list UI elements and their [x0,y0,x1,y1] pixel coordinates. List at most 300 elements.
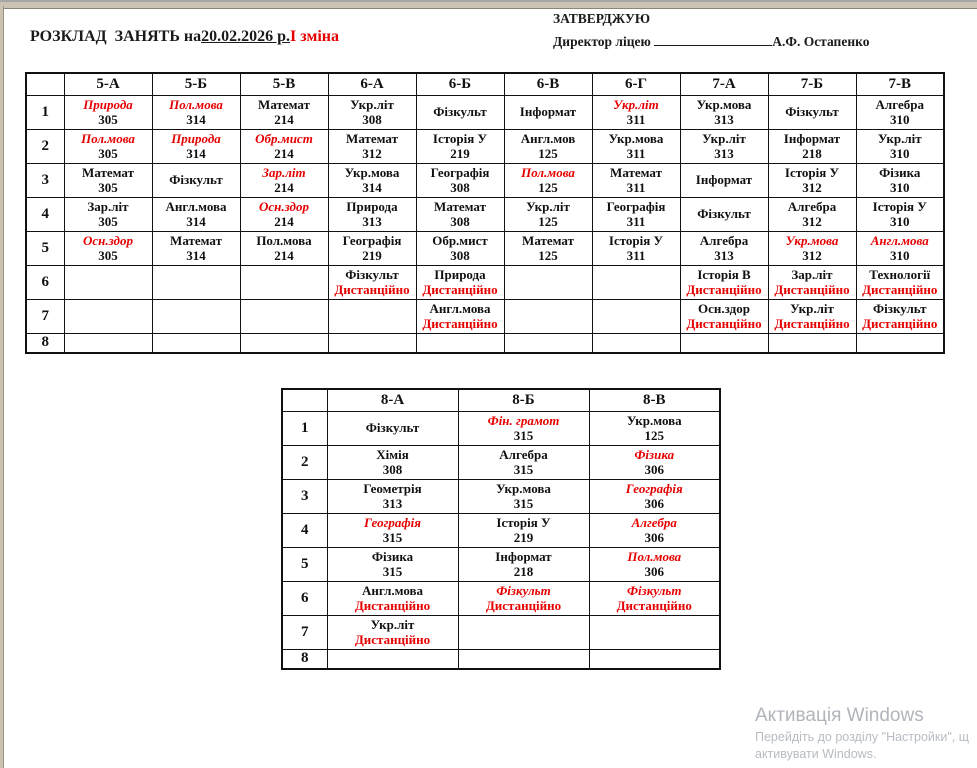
subject-label: Геометрія [363,480,422,496]
schedule-cell [152,130,240,164]
subject-label: Природа [83,96,133,112]
room-number: 125 [538,145,558,161]
room-number: 311 [626,247,646,263]
distance-learning-label: Дистанційно [862,315,938,331]
subject-label: Природа [346,198,398,214]
subject-label: Англ.мова [165,198,227,214]
schedule-cell [589,616,720,650]
director-label: Директор ліцею [553,34,655,49]
schedule-cell [327,616,458,650]
schedule-cell [768,232,856,266]
approve-word: ЗАТВЕРДЖУЮ [553,11,651,26]
schedule-cell [458,514,589,548]
subject-label: Укр.мова [696,96,752,112]
room-number: 308 [450,247,470,263]
schedule-cell [504,198,592,232]
period-number: 6 [282,582,327,616]
subject-label: Інформат [783,130,841,146]
schedule-cell [768,266,856,300]
class-header-5-Б: 5-Б [152,73,240,96]
schedule-cell [327,548,458,582]
class-header-7-В: 7-В [856,73,944,96]
schedule-cell [589,650,720,670]
class-header-6-Б: 6-Б [416,73,504,96]
subject-label: Географія [342,232,402,248]
schedule-cell [504,266,592,300]
subject-label: Математ [258,96,310,112]
distance-learning-label: Дистанційно [485,597,562,613]
room-number: 310 [890,111,910,127]
subject-label: Обр.мист [255,130,313,146]
schedule-cell [328,164,416,198]
room-number: 311 [626,145,646,161]
subject-label: Географія [364,514,421,530]
schedule-cell [152,232,240,266]
room-number: 313 [362,213,382,229]
subject-label: Англ.мов [520,130,576,146]
distance-learning-label: Дистанційно [616,597,692,613]
schedule-cell [240,334,328,354]
room-number: 312 [802,179,822,195]
subject-label: Зар.літ [262,164,306,180]
distance-learning-label: Дистанційно [422,281,498,297]
class-header-8-В: 8-В [589,389,720,412]
schedule-cell [680,300,768,334]
schedule-cell [240,198,328,232]
period-number: 2 [282,446,327,480]
schedule-cell [416,266,504,300]
room-number: 305 [98,213,118,229]
schedule-cell [328,300,416,334]
schedule-cell [327,650,458,670]
subject-label: Укр.мова [626,412,682,428]
room-number: 310 [890,145,910,161]
room-number: 218 [513,563,534,579]
subject-label: Осн.здор [698,300,750,316]
room-number: 125 [538,213,558,229]
page-edge-left [0,6,4,768]
subject-label: Фізкульт [345,266,399,282]
room-number: 214 [274,145,294,161]
schedule-cell [240,266,328,300]
subject-label: Географія [430,164,490,180]
subject-label: Укр.мова [344,164,400,180]
period-number: 3 [26,164,64,198]
schedule-cell [416,198,504,232]
subject-label: Пол.мова [627,548,682,564]
schedule-cell [152,334,240,354]
subject-label: Інформат [519,104,577,120]
subject-label: Природа [171,130,221,146]
period-number: 4 [282,514,327,548]
schedule-cell [240,164,328,198]
schedule-cell [327,480,458,514]
room-number: 315 [382,529,403,545]
schedule-cell [592,130,680,164]
room-number: 125 [644,427,664,443]
schedule-cell [680,266,768,300]
distance-learning-label: Дистанційно [862,281,938,297]
corner-header [26,73,64,96]
room-number: 308 [362,111,382,127]
schedule-cell [856,164,944,198]
schedule-cell [592,266,680,300]
distance-learning-label: Дистанційно [354,597,431,613]
schedule-cell [152,300,240,334]
subject-label: Англ.мова [429,300,491,316]
subject-label: Укр.літ [350,96,394,112]
subject-label: Математ [434,198,486,214]
class-header-6-А: 6-А [328,73,416,96]
class-header-5-А: 5-А [64,73,152,96]
schedule-cell [240,96,328,130]
schedule-cell [458,412,589,446]
subject-label: Технології [869,266,931,282]
schedule-table-5-7-container [25,72,945,354]
schedule-cell [768,334,856,354]
watermark-title: Активація Windows [755,705,924,726]
room-number: 308 [450,179,470,195]
room-number: 125 [538,179,558,195]
schedule-cell [64,232,152,266]
distance-learning-label: Дистанційно [686,281,762,297]
period-number: 5 [26,232,64,266]
room-number: 306 [644,529,664,545]
class-header-5-В: 5-В [240,73,328,96]
subject-label: Фізика [879,164,921,180]
schedule-cell [680,334,768,354]
room-number: 305 [98,179,118,195]
room-number: 214 [274,111,294,127]
subject-label: Фізкульт [785,104,839,120]
schedule-cell [458,650,589,670]
schedule-cell [458,446,589,480]
schedule-cell [589,480,720,514]
distance-learning-label: Дистанційно [686,315,762,331]
class-header-6-Г: 6-Г [592,73,680,96]
subject-label: Математ [82,164,134,180]
schedule-cell [416,96,504,130]
subject-label: Алгебра [787,198,837,214]
schedule-cell [458,548,589,582]
subject-label: Фізкульт [872,300,927,316]
watermark-line-2: активувати Windows. [755,747,877,761]
room-number: 315 [513,495,534,511]
schedule-cell [328,198,416,232]
title-prefix: РОЗКЛАД ЗАНЯТЬ на [30,28,202,45]
schedule-cell [327,446,458,480]
room-number: 313 [714,111,734,127]
page-title [30,28,339,46]
subject-label: Історія У [872,198,927,214]
windows-activation-watermark [755,705,969,761]
schedule-cell [240,130,328,164]
room-number: 306 [644,563,664,579]
director-name: А.Ф. Остапенко [772,34,870,49]
subject-label: Англ.мова [870,232,929,248]
schedule-cell [152,266,240,300]
room-number: 219 [513,529,534,545]
period-number: 2 [26,130,64,164]
schedule-cell [680,96,768,130]
room-number: 315 [513,461,534,477]
schedule-cell [458,582,589,616]
schedule-cell [856,232,944,266]
subject-label: Укр.мова [785,232,839,248]
subject-label: Історія У [608,232,664,248]
schedule-cell [592,164,680,198]
room-number: 305 [98,145,118,161]
room-number: 314 [186,145,206,161]
class-header-7-Б: 7-Б [768,73,856,96]
schedule-cell [64,164,152,198]
subject-label: Фізкульт [627,582,682,598]
schedule-cell [856,300,944,334]
room-number: 314 [186,213,206,229]
subject-label: Фін. грамот [487,412,560,428]
period-number: 1 [282,412,327,446]
schedule-cell [416,334,504,354]
schedule-cell [592,232,680,266]
schedule-cell [592,96,680,130]
room-number: 218 [802,145,822,161]
schedule-cell [592,334,680,354]
schedule-cell [152,164,240,198]
schedule-cell [64,130,152,164]
schedule-cell [458,480,589,514]
page-edge-top [0,0,977,9]
period-number: 7 [26,300,64,334]
subject-label: Пол.мова [81,130,135,146]
schedule-cell [504,232,592,266]
subject-label: Обр.мист [432,232,488,248]
room-number: 214 [274,247,294,263]
subject-label: Алгебра [631,514,677,530]
room-number: 305 [98,247,118,263]
subject-label: Математ [610,164,662,180]
room-number: 313 [382,495,403,511]
schedule-table-5-7 [25,72,945,354]
subject-label: Алгебра [875,96,924,112]
schedule-cell [64,334,152,354]
class-header-6-В: 6-В [504,73,592,96]
room-number: 306 [644,495,664,511]
room-number: 311 [626,111,646,127]
subject-label: Укр.мова [496,480,551,496]
schedule-cell [589,548,720,582]
schedule-cell [328,266,416,300]
schedule-cell [680,232,768,266]
corner-header [282,389,327,412]
distance-learning-label: Дистанційно [774,281,850,297]
schedule-cell [64,266,152,300]
schedule-cell [768,164,856,198]
subject-label: Зар.літ [87,198,129,214]
schedule-cell [64,300,152,334]
room-number: 313 [714,145,734,161]
subject-label: Укр.літ [370,616,415,632]
room-number: 214 [274,213,294,229]
schedule-cell [327,514,458,548]
director-line [553,33,869,50]
subject-label: Пол.мова [521,164,575,180]
subject-label: Алгебра [499,446,548,462]
schedule-table-8-container [281,388,721,670]
subject-label: Англ.мова [361,582,424,598]
subject-label: Укр.літ [526,198,570,214]
schedule-cell [152,96,240,130]
subject-label: Природа [434,266,486,282]
room-number: 313 [714,247,734,263]
subject-label: Математ [170,232,222,248]
room-number: 314 [186,247,206,263]
subject-label: Укр.літ [790,300,834,316]
subject-label: Інформат [495,548,552,564]
subject-label: Осн.здор [259,198,309,214]
period-number: 8 [282,650,327,670]
subject-label: Алгебра [699,232,749,248]
room-number: 310 [890,179,910,195]
subject-label: Фізкульт [169,172,223,188]
schedule-cell [768,96,856,130]
period-number: 3 [282,480,327,514]
schedule-cell [328,130,416,164]
distance-learning-label: Дистанційно [774,315,850,331]
period-number: 7 [282,616,327,650]
period-number: 5 [282,548,327,582]
subject-label: Історія У [432,130,488,146]
room-number: 305 [98,111,118,127]
period-number: 4 [26,198,64,232]
schedule-cell [856,130,944,164]
room-number: 310 [890,213,910,229]
room-number: 314 [186,111,206,127]
schedule-cell [589,514,720,548]
schedule-cell [856,96,944,130]
distance-learning-label: Дистанційно [354,631,431,647]
class-header-7-А: 7-А [680,73,768,96]
subject-label: Математ [522,232,574,248]
schedule-cell [458,616,589,650]
schedule-cell [589,582,720,616]
watermark-line-1: Перейдіть до розділу "Настройки", щ [755,730,970,744]
room-number: 308 [450,213,470,229]
subject-label: Фізкульт [496,582,551,598]
period-number: 1 [26,96,64,130]
schedule-cell [152,198,240,232]
schedule-cell [856,334,944,354]
schedule-cell [589,446,720,480]
schedule-cell [592,300,680,334]
subject-label: Інформат [695,172,753,188]
schedule-cell [504,334,592,354]
schedule-cell [856,198,944,232]
subject-label: Фізика [371,548,414,564]
subject-label: Укр.літ [877,130,922,146]
schedule-table-8 [281,388,721,670]
schedule-cell [589,412,720,446]
schedule-cell [768,198,856,232]
room-number: 310 [890,247,910,263]
schedule-cell [416,164,504,198]
schedule-cell [240,300,328,334]
room-number: 219 [362,247,382,263]
room-number: 315 [382,563,403,579]
distance-learning-label: Дистанційно [334,281,410,297]
schedule-cell [64,96,152,130]
schedule-cell [328,96,416,130]
room-number: 306 [644,461,664,477]
schedule-cell [680,130,768,164]
subject-label: Пол.мова [169,96,223,112]
schedule-cell [768,300,856,334]
period-number: 6 [26,266,64,300]
room-number: 214 [274,179,294,195]
schedule-cell [416,130,504,164]
subject-label: Фізкульт [697,206,751,222]
schedule-cell [680,164,768,198]
schedule-cell [328,334,416,354]
room-number: 312 [802,247,822,263]
title-shift-label: І зміна [290,28,340,45]
subject-label: Укр.літ [702,130,746,146]
room-number: 308 [382,461,403,477]
subject-label: Історія У [496,514,551,530]
subject-label: Фізкульт [365,420,420,436]
schedule-cell [327,412,458,446]
schedule-cell [768,130,856,164]
schedule-cell [856,266,944,300]
subject-label: Географія [606,198,666,214]
schedule-cell [416,232,504,266]
period-number: 8 [26,334,64,354]
subject-label: Укр.літ [613,96,659,112]
title-date: 20.02.2026 р. [201,28,291,45]
subject-label: Фізика [634,446,675,462]
schedule-cell [327,582,458,616]
schedule-cell [504,164,592,198]
subject-label: Осн.здор [83,232,133,248]
room-number: 219 [450,145,470,161]
schedule-cell [64,198,152,232]
schedule-cell [328,232,416,266]
room-number: 312 [802,213,822,229]
subject-label: Математ [346,130,398,146]
schedule-cell [504,96,592,130]
schedule-cell [504,300,592,334]
schedule-cell [240,232,328,266]
room-number: 314 [362,179,382,195]
schedule-cell [680,198,768,232]
subject-label: Укр.мова [608,130,664,146]
distance-learning-label: Дистанційно [422,315,498,331]
room-number: 311 [626,179,646,195]
subject-label: Хімія [376,446,409,462]
approval-block [553,11,869,50]
class-header-8-Б: 8-Б [458,389,589,412]
room-number: 125 [538,247,558,263]
schedule-cell [416,300,504,334]
subject-label: Пол.мова [256,232,312,248]
room-number: 311 [626,213,646,229]
subject-label: Історія В [697,266,751,282]
schedule-cell [592,198,680,232]
subject-label: Географія [625,480,683,496]
class-header-8-А: 8-А [327,389,458,412]
subject-label: Зар.літ [791,266,833,282]
room-number: 312 [362,145,382,161]
subject-label: Історія У [784,164,840,180]
